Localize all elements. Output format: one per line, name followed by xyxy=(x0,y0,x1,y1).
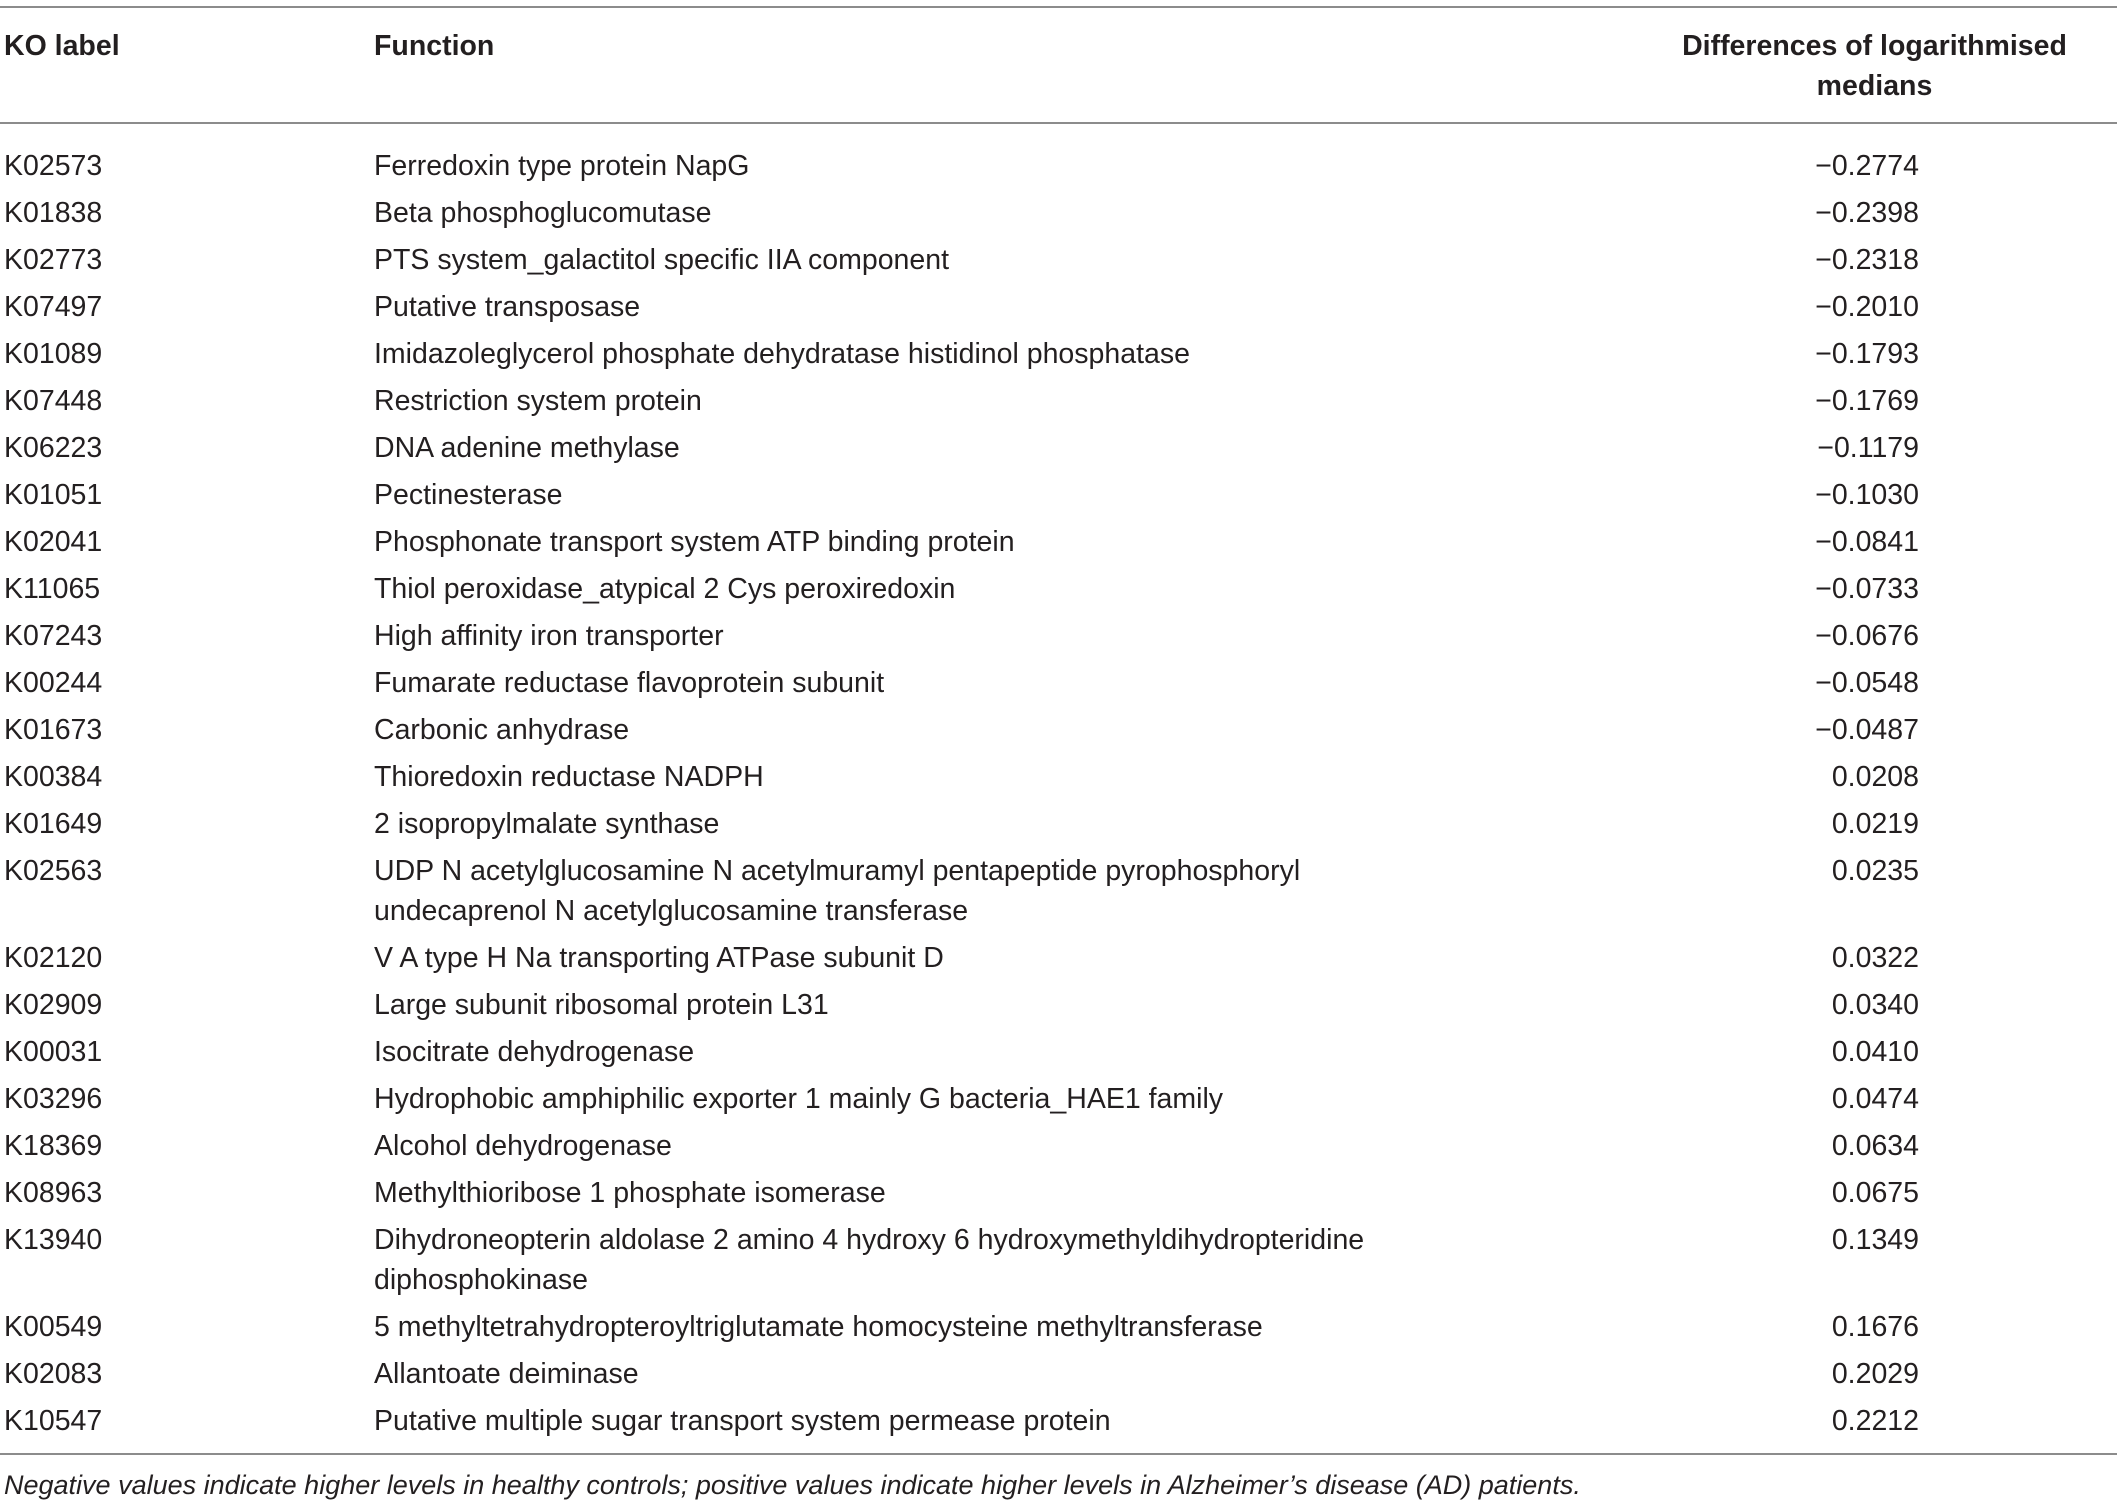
ko-label-cell: K06223 xyxy=(4,432,103,464)
difference-value-cell: −0.2774 xyxy=(1815,150,1919,182)
function-text-line: Isocitrate dehydrogenase xyxy=(374,1036,695,1068)
ko-label-cell: K01649 xyxy=(4,808,103,840)
ko-label-cell: K01673 xyxy=(4,714,103,746)
difference-value-cell: 0.2029 xyxy=(1831,1358,1919,1390)
function-cell xyxy=(374,931,1674,978)
function-text-line: Putative multiple sugar transport system permease protein xyxy=(374,1405,1111,1437)
function-text-line: 5 methyltetrahydropteroyltriglutamate homocysteine methyltransferase xyxy=(374,1311,1263,1343)
function-cell xyxy=(374,750,1674,797)
table-row xyxy=(0,233,2117,280)
function-cell xyxy=(374,609,1674,656)
difference-value-cell: −0.1030 xyxy=(1815,479,1919,511)
function-cell xyxy=(374,1213,1674,1300)
table-row xyxy=(0,1072,2117,1119)
header-differences-line2: medians xyxy=(1816,70,1933,102)
function-cell xyxy=(374,562,1674,609)
table-row xyxy=(0,797,2117,844)
difference-value-cell: 0.0474 xyxy=(1831,1083,1919,1115)
ko-label-cell: K01051 xyxy=(4,479,103,511)
table-row xyxy=(0,1394,2117,1454)
ko-label-cell: K02041 xyxy=(4,526,103,558)
table-row xyxy=(0,374,2117,421)
header-differences xyxy=(1674,7,2117,123)
ko-label-cell: K07243 xyxy=(4,620,103,652)
function-text-line: Methylthioribose 1 phosphate isomerase xyxy=(374,1177,886,1209)
ko-label-cell: K03296 xyxy=(4,1083,103,1115)
ko-label-cell: K02909 xyxy=(4,989,103,1021)
table-row xyxy=(0,1300,2117,1347)
table-header xyxy=(0,7,2117,123)
difference-value-cell: −0.0548 xyxy=(1815,667,1919,699)
ko-label-cell: K10547 xyxy=(4,1405,103,1437)
table-row xyxy=(0,703,2117,750)
function-text-line: Restriction system protein xyxy=(374,385,702,417)
function-text-line: Ferredoxin type protein NapG xyxy=(374,150,750,182)
header-ko-label: KO label xyxy=(4,30,120,62)
difference-value-cell: −0.1769 xyxy=(1815,385,1919,417)
ko-label-cell: K00031 xyxy=(4,1036,103,1068)
function-text-line: Imidazoleglycerol phosphate dehydratase histidinol phosphatase xyxy=(374,338,1190,370)
difference-value-cell: 0.0322 xyxy=(1831,942,1919,974)
table-row xyxy=(0,468,2117,515)
function-text-line: Beta phosphoglucomutase xyxy=(374,197,712,229)
function-cell xyxy=(374,1119,1674,1166)
ko-label-cell: K02120 xyxy=(4,942,103,974)
function-text-line: Fumarate reductase flavoprotein subunit xyxy=(374,667,885,699)
table-row xyxy=(0,421,2117,468)
ko-label-cell: K02083 xyxy=(4,1358,103,1390)
header-differences-line1: Differences of logarithmised xyxy=(1682,30,2067,62)
ko-label-cell: K01089 xyxy=(4,338,103,370)
function-cell xyxy=(374,1300,1674,1347)
function-cell xyxy=(374,421,1674,468)
ko-label-cell: K18369 xyxy=(4,1130,103,1162)
ko-label-cell: K00384 xyxy=(4,761,103,793)
function-text-line: Carbonic anhydrase xyxy=(374,714,630,746)
function-text-line: High affinity iron transporter xyxy=(374,620,724,652)
function-text-line: Phosphonate transport system ATP binding protein xyxy=(374,526,1015,558)
difference-value-cell: −0.2010 xyxy=(1815,291,1919,323)
function-cell xyxy=(374,327,1674,374)
function-text-line: PTS system_galactitol specific IIA component xyxy=(374,244,950,276)
function-cell xyxy=(374,978,1674,1025)
table-row xyxy=(0,1166,2117,1213)
difference-value-cell: 0.1676 xyxy=(1831,1311,1919,1343)
ko-label-cell: K07497 xyxy=(4,291,103,323)
ko-function-table xyxy=(0,6,2117,1507)
table-row xyxy=(0,931,2117,978)
function-text-line: Large subunit ribosomal protein L31 xyxy=(374,989,829,1021)
function-cell xyxy=(374,656,1674,703)
ko-label-cell: K00549 xyxy=(4,1311,103,1343)
function-text-line: DNA adenine methylase xyxy=(374,432,680,464)
function-cell xyxy=(374,1025,1674,1072)
function-text-line: Putative transposase xyxy=(374,291,641,323)
difference-value-cell: 0.0219 xyxy=(1831,808,1919,840)
table-row xyxy=(0,1213,2117,1300)
function-text-line: diphosphokinase xyxy=(374,1264,588,1296)
table-footer xyxy=(0,1454,2117,1507)
difference-value-cell: 0.0675 xyxy=(1831,1177,1919,1209)
difference-value-cell: −0.0841 xyxy=(1815,526,1919,558)
ko-label-cell: K00244 xyxy=(4,667,103,699)
ko-label-cell: K08963 xyxy=(4,1177,103,1209)
function-text-line: 2 isopropylmalate synthase xyxy=(374,808,720,840)
difference-value-cell: −0.0733 xyxy=(1815,573,1919,605)
function-text-line: Allantoate deiminase xyxy=(374,1358,639,1390)
table-row xyxy=(0,327,2117,374)
function-text-line: Thiol peroxidase_atypical 2 Cys peroxiredoxin xyxy=(374,573,956,605)
table-row xyxy=(0,609,2117,656)
function-cell xyxy=(374,123,1674,186)
table-row xyxy=(0,750,2117,797)
function-text-line: Pectinesterase xyxy=(374,479,563,511)
table-row xyxy=(0,1119,2117,1166)
function-cell xyxy=(374,1166,1674,1213)
difference-value-cell: −0.0676 xyxy=(1815,620,1919,652)
function-text-line: Alcohol dehydrogenase xyxy=(374,1130,672,1162)
function-cell xyxy=(374,703,1674,750)
function-text-line: Hydrophobic amphiphilic exporter 1 mainly G bacteria_HAE1 family xyxy=(374,1083,1224,1115)
difference-value-cell: −0.1179 xyxy=(1817,432,1919,464)
difference-value-cell: 0.0410 xyxy=(1831,1036,1919,1068)
table-row xyxy=(0,1347,2117,1394)
function-cell xyxy=(374,233,1674,280)
ko-label-cell: K02573 xyxy=(4,150,103,182)
difference-value-cell: −0.1793 xyxy=(1815,338,1919,370)
table-row xyxy=(0,123,2117,186)
function-cell xyxy=(374,280,1674,327)
table-row xyxy=(0,562,2117,609)
ko-label-cell: K13940 xyxy=(4,1224,103,1256)
function-cell xyxy=(374,1072,1674,1119)
table-row xyxy=(0,844,2117,931)
ko-label-cell: K07448 xyxy=(4,385,103,417)
table-row xyxy=(0,280,2117,327)
table-row xyxy=(0,978,2117,1025)
difference-value-cell: 0.2212 xyxy=(1831,1405,1919,1437)
function-cell xyxy=(374,374,1674,421)
difference-value-cell: −0.2398 xyxy=(1815,197,1919,229)
table-row xyxy=(0,186,2117,233)
header-row xyxy=(0,7,2117,123)
function-text-line: undecaprenol N acetylglucosamine transferase xyxy=(374,895,969,927)
function-cell xyxy=(374,844,1674,931)
ko-label-cell: K02563 xyxy=(4,855,103,887)
function-text-line: UDP N acetylglucosamine N acetylmuramyl pentapeptide pyrophosphoryl xyxy=(374,855,1301,887)
function-cell xyxy=(374,797,1674,844)
function-text-line: Dihydroneopterin aldolase 2 amino 4 hydroxy 6 hydroxymethyldihydropteridine xyxy=(374,1224,1365,1256)
table-row xyxy=(0,656,2117,703)
ko-label-cell: K11065 xyxy=(4,573,101,605)
function-cell xyxy=(374,186,1674,233)
ko-label-cell: K01838 xyxy=(4,197,103,229)
difference-value-cell: 0.0235 xyxy=(1831,855,1919,887)
function-cell xyxy=(374,468,1674,515)
table-row xyxy=(0,515,2117,562)
function-text-line: Thioredoxin reductase NADPH xyxy=(374,761,764,793)
ko-label-cell: K02773 xyxy=(4,244,103,276)
function-cell xyxy=(374,1347,1674,1394)
difference-value-cell: 0.0340 xyxy=(1831,989,1919,1021)
difference-value-cell: 0.0208 xyxy=(1831,761,1919,793)
table-row xyxy=(0,1025,2117,1072)
function-cell xyxy=(374,515,1674,562)
table-body xyxy=(0,123,2117,1454)
function-text-line: V A type H Na transporting ATPase subunit D xyxy=(374,942,944,974)
header-function: Function xyxy=(374,30,495,62)
difference-value-cell: −0.2318 xyxy=(1815,244,1919,276)
difference-value-cell: 0.0634 xyxy=(1831,1130,1919,1162)
difference-value-cell: 0.1349 xyxy=(1831,1224,1919,1256)
function-cell xyxy=(374,1394,1674,1454)
table-footnote: Negative values indicate higher levels in healthy controls; positive values indicate higher levels in Alzheimer’s disease (AD) patients. xyxy=(4,1470,1581,1500)
footnote-row xyxy=(0,1454,2117,1507)
difference-value-cell: −0.0487 xyxy=(1815,714,1919,746)
